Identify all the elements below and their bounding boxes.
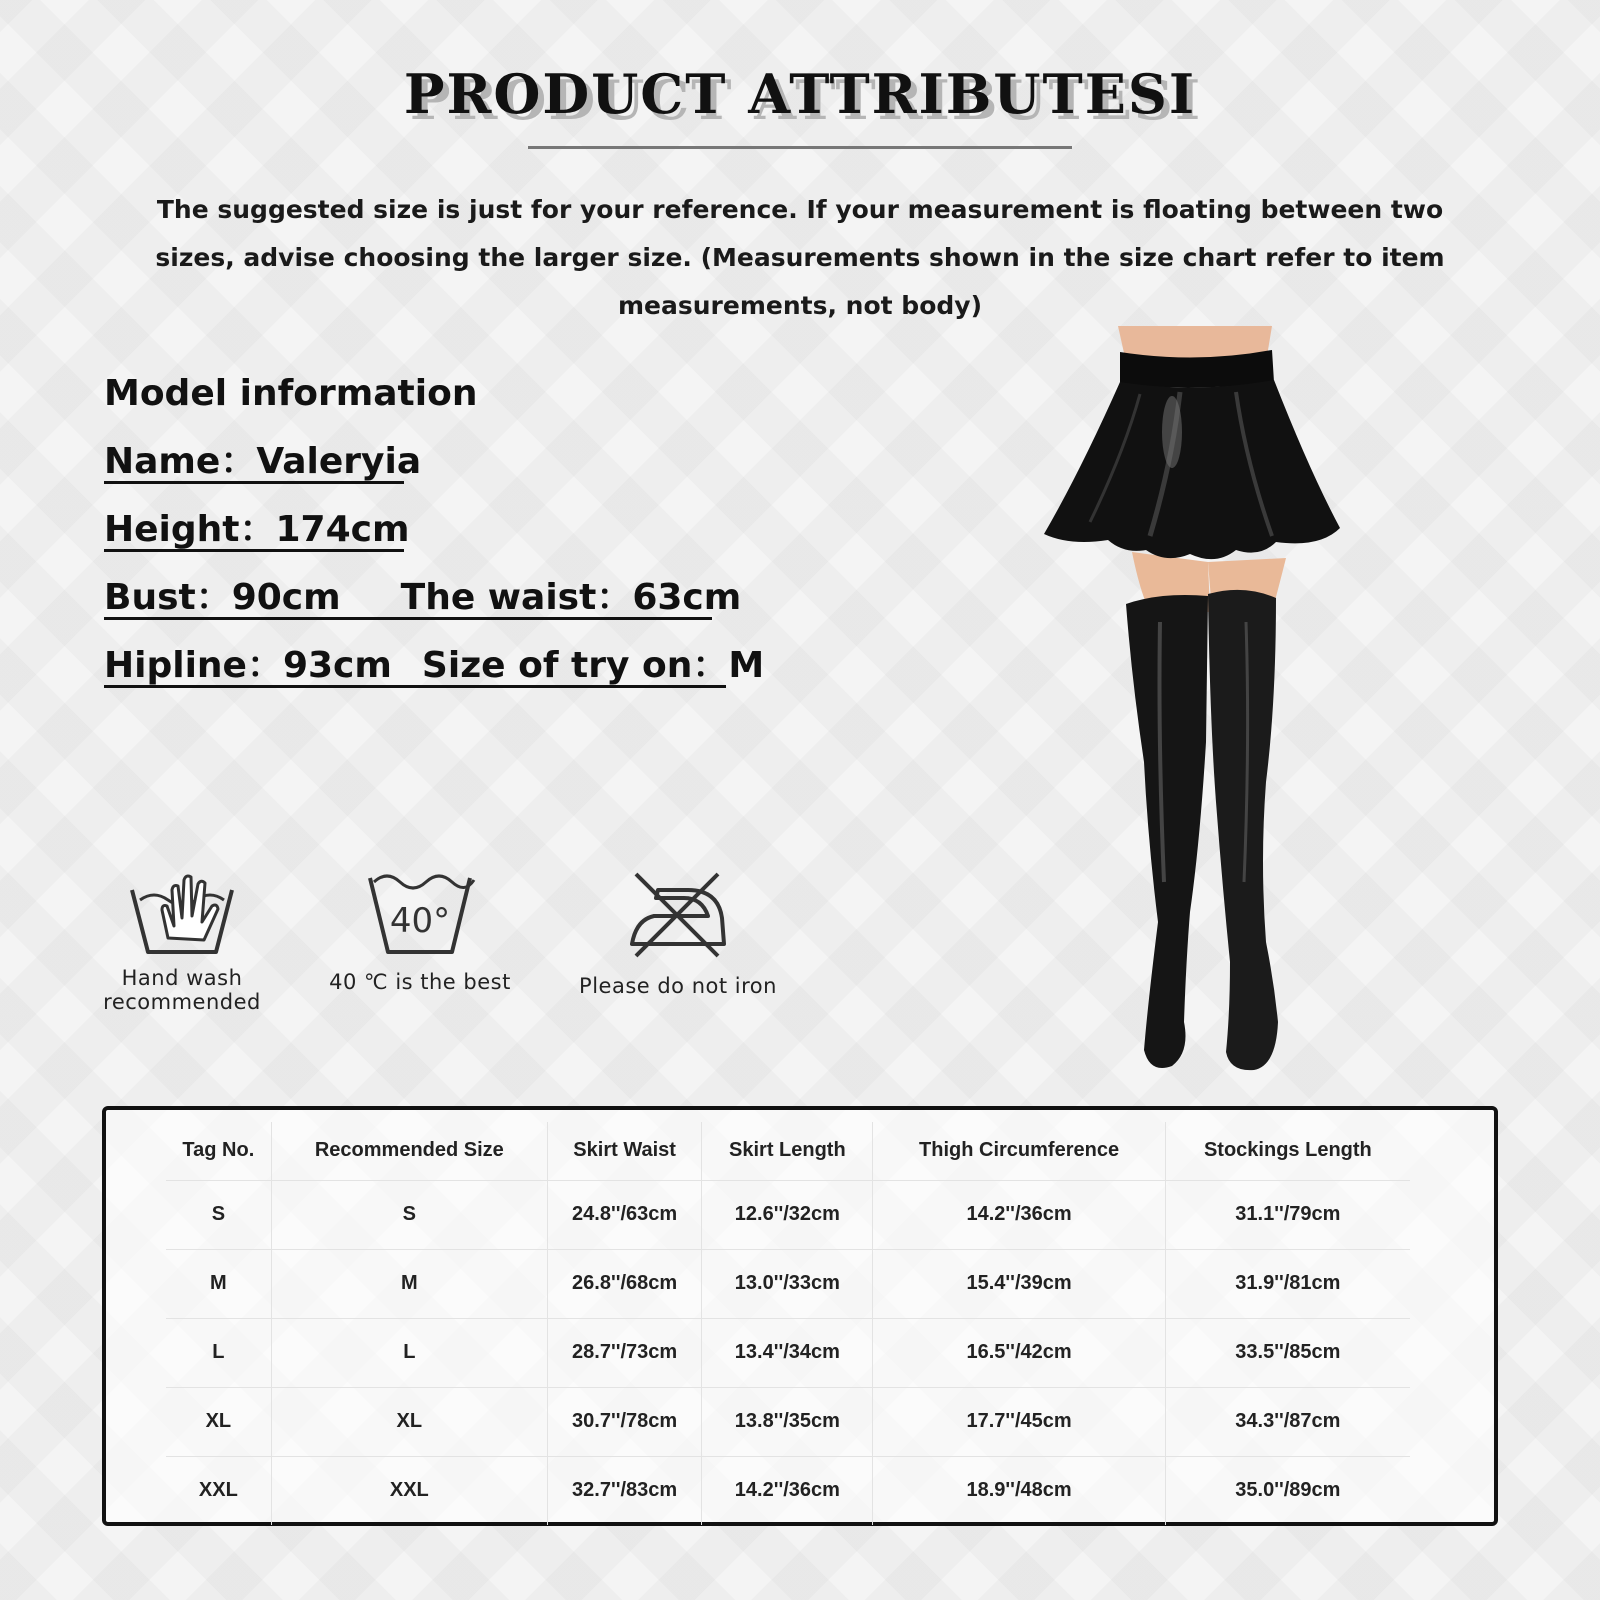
table-cell: 18.9''/48cm bbox=[873, 1456, 1165, 1525]
table-cell: 16.5''/42cm bbox=[873, 1318, 1165, 1387]
table-cell: 13.8''/35cm bbox=[702, 1387, 873, 1456]
table-cell: 14.2''/36cm bbox=[873, 1180, 1165, 1249]
size-table bbox=[166, 1122, 1410, 1525]
model-bust-waist-line bbox=[104, 576, 742, 620]
wash-temp-text: 40° bbox=[389, 901, 451, 941]
table-cell: 13.0''/33cm bbox=[702, 1249, 873, 1318]
model-waist: The waist：63cm bbox=[400, 577, 742, 618]
page-title: PRODUCT ATTRIBUTESI bbox=[403, 62, 1197, 126]
model-hip-size-line bbox=[104, 644, 765, 688]
table-row bbox=[166, 1456, 1410, 1525]
do-not-iron-icon bbox=[618, 860, 738, 960]
column-header: Tag No. bbox=[182, 1139, 255, 1162]
size-table-header-row bbox=[166, 1122, 1410, 1180]
table-row bbox=[166, 1180, 1410, 1249]
column-header: Thigh Circumference bbox=[873, 1122, 1165, 1180]
table-cell: 24.8''/63cm bbox=[547, 1180, 701, 1249]
table-cell: 26.8''/68cm bbox=[547, 1249, 701, 1318]
care-label: Hand wash recommended bbox=[103, 966, 261, 1014]
product-photo bbox=[1040, 322, 1360, 1102]
table-cell: 13.4''/34cm bbox=[702, 1318, 873, 1387]
model-information bbox=[104, 372, 765, 712]
model-heading: Model information bbox=[104, 373, 478, 414]
care-label: Please do not iron bbox=[579, 974, 777, 998]
table-cell: 12.6''/32cm bbox=[702, 1180, 873, 1249]
table-cell: 17.7''/45cm bbox=[873, 1387, 1165, 1456]
care-wash-40 bbox=[310, 860, 530, 994]
table-cell: XL bbox=[166, 1387, 271, 1456]
size-notice: The suggested size is just for your reference. If your measurement is floating between two sizes, advise choosing the larger size. (Measurements shown in the size chart refer to item measurements, not body) bbox=[155, 195, 1445, 320]
column-header: Skirt Waist bbox=[547, 1122, 701, 1180]
column-header: Recommended Size bbox=[271, 1122, 547, 1180]
care-do-not-iron bbox=[568, 860, 788, 998]
table-cell: 35.0''/89cm bbox=[1165, 1456, 1410, 1525]
table-cell: L bbox=[271, 1318, 547, 1387]
table-cell: 34.3''/87cm bbox=[1165, 1387, 1410, 1456]
table-row bbox=[166, 1249, 1410, 1318]
table-cell: 30.7''/78cm bbox=[547, 1387, 701, 1456]
model-name-line bbox=[104, 440, 422, 484]
table-cell: 31.1''/79cm bbox=[1165, 1180, 1410, 1249]
care-hand-wash bbox=[72, 860, 292, 1014]
table-cell: XL bbox=[271, 1387, 547, 1456]
model-hipline: Hipline：93cm bbox=[104, 645, 392, 686]
table-cell: S bbox=[271, 1180, 547, 1249]
model-height: Height：174cm bbox=[104, 509, 410, 550]
table-cell: 31.9''/81cm bbox=[1165, 1249, 1410, 1318]
wash-40-icon bbox=[360, 860, 480, 960]
size-chart bbox=[102, 1106, 1498, 1526]
table-cell: 15.4''/39cm bbox=[873, 1249, 1165, 1318]
table-cell: 32.7''/83cm bbox=[547, 1456, 701, 1525]
table-cell: XXL bbox=[166, 1456, 271, 1525]
table-cell: 33.5''/85cm bbox=[1165, 1318, 1410, 1387]
title-wrap bbox=[0, 62, 1600, 126]
model-height-line bbox=[104, 508, 410, 552]
table-cell: M bbox=[166, 1249, 271, 1318]
hand-wash-icon bbox=[122, 860, 242, 960]
column-header: Stockings Length bbox=[1165, 1122, 1410, 1180]
model-try-on-size: Size of try on：M bbox=[421, 645, 765, 686]
table-cell: 14.2''/36cm bbox=[702, 1456, 873, 1525]
table-cell: 28.7''/73cm bbox=[547, 1318, 701, 1387]
title-underline bbox=[528, 146, 1072, 149]
column-header: Skirt Length bbox=[702, 1122, 873, 1180]
table-cell: XXL bbox=[271, 1456, 547, 1525]
model-name: Name：Valeryia bbox=[104, 441, 422, 482]
table-row bbox=[166, 1318, 1410, 1387]
table-cell: L bbox=[166, 1318, 271, 1387]
table-cell: M bbox=[271, 1249, 547, 1318]
care-label: 40 ℃ is the best bbox=[329, 970, 511, 994]
table-row bbox=[166, 1387, 1410, 1456]
model-bust: Bust：90cm bbox=[104, 577, 341, 618]
table-cell: S bbox=[166, 1180, 271, 1249]
